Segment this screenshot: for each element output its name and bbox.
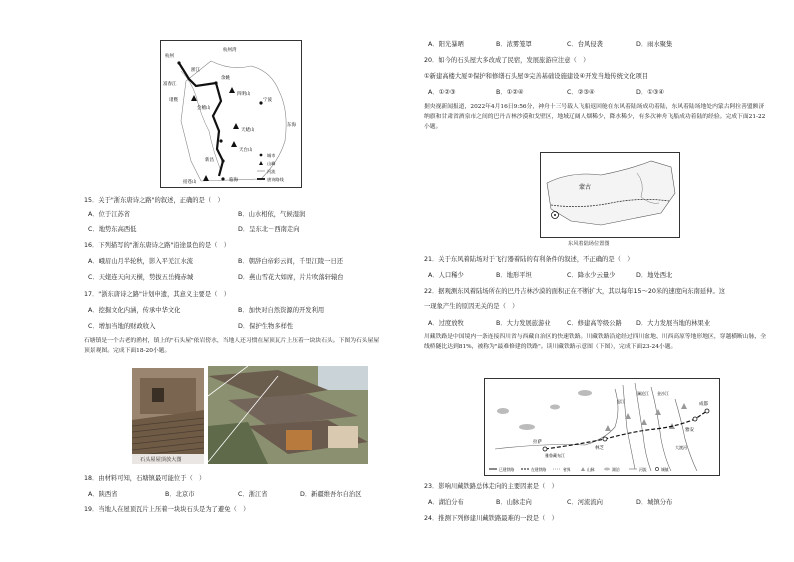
map-svg	[161, 41, 301, 187]
landing-site-intro: 据央视新闻报道，2022年4月16日9:56分，神舟十三号载人飞船返回舱在东风着陆场成功着陆，东风着陆场地处内蒙古阿拉善盟额济纳旗和甘肃省酒泉市之间的巴丹吉林沙漠和戈壁区，地域辽阔人烟稀少，降水稀少，有多次神舟飞船成功着陆的经验。完成下面21-22小题。	[424, 104, 766, 130]
q15-option-a[interactable]: A．位于江苏省	[88, 211, 131, 218]
map-label: 宁波	[263, 98, 272, 103]
photo-left-svg	[132, 368, 204, 464]
landing-site-map	[540, 152, 680, 238]
stone-house-intro: 石塘镇是一个古老的渔村，镇上的"石头屋"依岩傍水，当地人还习惯在屋顶瓦片上压着一块块石头。下图为石头屋屋顶景观图。完成下面18-20小题。	[84, 338, 380, 354]
q21-option-a[interactable]: A．人口稀少	[428, 272, 464, 279]
city-icon	[221, 177, 224, 180]
map-label: 蒙古	[579, 184, 592, 191]
legend-city-icon	[260, 154, 263, 157]
q16-option-a[interactable]: A．峨眉山月半轮秋，影入平羌江水流	[88, 258, 194, 265]
q16-option-c[interactable]: C．天姥连天向天横，势拔五岳掩赤城	[88, 274, 194, 281]
railway-map-svg	[485, 379, 719, 475]
tang-poetry-route-map	[160, 40, 302, 188]
lake	[519, 424, 535, 430]
q19-option-b[interactable]: B．浓雾笼罩	[496, 41, 532, 48]
q15-option-c[interactable]: C．地势东高西低	[88, 226, 137, 233]
q15-option-d[interactable]: D．呈东北－西南走向	[238, 226, 300, 233]
sichuan-tibet-railway-map	[484, 378, 720, 476]
city-icon	[177, 61, 180, 64]
landing-map-svg	[541, 153, 679, 237]
lake	[497, 408, 509, 414]
legend-label: 城市	[267, 153, 276, 158]
map-label: 杭州湾	[223, 48, 237, 53]
legend-label: 湖泊	[612, 467, 620, 472]
stone-house-photo-left	[132, 368, 204, 464]
q18-option-d[interactable]: D．新疆维吾尔自治区	[300, 491, 362, 498]
legend-label: 唐诗路线	[267, 177, 284, 182]
map-label: 天台山	[239, 148, 253, 153]
city-icon	[221, 159, 224, 162]
q16-stem: 16．下列描写的"浙东唐诗之路"沿途景色的是（ ）	[84, 242, 231, 249]
photo-right-svg	[208, 366, 368, 464]
legend-label: 河流	[267, 169, 276, 174]
lake	[578, 390, 592, 396]
q22-option-b[interactable]: B．大力发展旅游业	[496, 320, 551, 327]
q18-option-a[interactable]: A．陕西省	[88, 491, 118, 498]
mountain-icon	[229, 87, 235, 93]
map-label: 浙江	[191, 68, 200, 73]
mountain-icon	[231, 141, 237, 147]
q16-option-b[interactable]: B．朝辞白帝彩云间，千里江陵一日还	[238, 258, 344, 265]
q17-option-b[interactable]: B．加快对自然资源的开发利用	[238, 307, 325, 314]
city-icon	[705, 409, 709, 413]
q17-stem: 17．"浙东唐诗之路"计划申遗，其意义主要是（ ）	[84, 291, 231, 298]
q19-option-d[interactable]: D．雨水聚集	[636, 41, 673, 48]
map-label: 余姚	[221, 76, 230, 81]
map-label: 怒江	[617, 399, 625, 404]
mountain-icon	[233, 123, 239, 129]
q22-stem-cont: 一现象产生的原因无关的是（ ）	[424, 303, 519, 310]
map-label: 杭州	[165, 54, 174, 59]
legend-lake-icon	[604, 468, 610, 471]
river	[635, 383, 651, 471]
q21-option-b[interactable]: B．地形平坦	[496, 272, 532, 279]
landing-map-caption: 东风着陆场位置图	[568, 241, 610, 247]
stone-house-photo-right	[208, 366, 368, 464]
legend-label: 省界	[563, 467, 571, 472]
q21-option-c[interactable]: C．降水少云量少	[567, 272, 616, 279]
map-label: 富春江	[163, 82, 177, 87]
city-icon	[543, 447, 547, 451]
map-label: 金沙江	[657, 391, 669, 396]
map-label: 澜沧江	[637, 391, 649, 396]
map-label: 临海	[229, 178, 238, 183]
legend-label: 山脉	[587, 467, 595, 472]
q22-option-d[interactable]: D．大力发展当地的林果业	[636, 320, 711, 327]
map-label: 东海	[287, 123, 296, 128]
legend-label: 在建铁路	[531, 467, 547, 472]
map-label: 天姥山	[241, 128, 255, 133]
city-icon	[214, 81, 217, 84]
q17-option-a[interactable]: A．挖掘文化内涵，传承中华文化	[88, 307, 181, 314]
map-label: 林芝	[595, 446, 604, 451]
lake	[550, 405, 560, 410]
city-icon	[693, 417, 697, 421]
q18-stem: 18．由材料可知，石塘镇最可能位于（ ）	[84, 475, 206, 482]
map-label: 雅安	[685, 428, 694, 433]
legend-mountain-icon	[581, 467, 585, 471]
legend-mountain-icon	[259, 161, 263, 165]
q22-stem: 22．据观测东风着陆场所在的巴丹吉林沙漠的面积正在不断扩大，其以每年15～20米的速度向东南延伸。这	[424, 288, 726, 295]
railway-intro: 川藏铁路是中国境内一条连接四川省与西藏自治区的快速铁路。川藏铁路沿途经过四川盆地、川西高原等地形地区，穿越横断山脉，全线桥隧比达到81%，被称为"最难修建的铁路"。读川藏铁路示意图（下图），完成下面23-24小题。	[424, 334, 767, 350]
q17-option-d[interactable]: D．保护生物多样性	[238, 323, 294, 330]
q22-option-c[interactable]: C．修建高等级公路	[567, 320, 622, 327]
map-label: 雅鲁藏布江	[545, 453, 565, 458]
q18-option-b[interactable]: B．北京市	[165, 491, 195, 498]
q17-option-c[interactable]: C．增加当地的财政收入	[88, 323, 156, 330]
legend-label: 城镇	[661, 467, 669, 472]
legend-label: 山峰	[267, 161, 276, 166]
q20-stem: 20．如今的石头屋大多改成了民宿，发展旅游应注意（ ）	[424, 57, 590, 64]
q21-option-d[interactable]: D．地处西北	[636, 272, 673, 279]
city-icon	[603, 437, 607, 441]
q23-option-c[interactable]: C．河流流向	[567, 499, 603, 506]
q19-option-a[interactable]: A．阳光暴晒	[428, 41, 464, 48]
map-label: 拉萨	[533, 440, 542, 445]
q23-option-a[interactable]: A．湖泊分布	[428, 499, 464, 506]
q24-stem: 24．推测下列修建川藏铁路最难的一段是（ ）	[424, 515, 558, 522]
legend-town-icon	[655, 467, 658, 470]
q20-option-a[interactable]: A．①②③	[428, 89, 456, 96]
map-label: 括苍山	[183, 180, 197, 185]
q20-option-b[interactable]: B．①②④	[496, 89, 524, 96]
q23-stem: 23．影响川藏铁路总体走向的主要因素是（ ）	[424, 483, 558, 490]
river	[623, 385, 635, 469]
q16-option-d[interactable]: D．燕山雪花大如席，片片吹落轩辕台	[238, 274, 344, 281]
photo-caption: 石头屋屋顶放大图	[140, 457, 182, 463]
map-label: 四明山	[237, 92, 251, 97]
map-label: 新昌	[205, 158, 214, 163]
legend-label: 河流	[639, 467, 647, 472]
q20-option-d[interactable]: D．①③④	[636, 89, 665, 96]
q18-option-c[interactable]: C．浙江省	[238, 491, 268, 498]
map-label: 成都	[699, 402, 708, 407]
q22-option-a[interactable]: A．过度放牧	[428, 320, 464, 327]
q15-stem: 15．关于"浙东唐诗之路"的叙述，正确的是（ ）	[84, 197, 224, 204]
river	[675, 399, 697, 471]
q23-option-d[interactable]: D．城镇分布	[636, 499, 673, 506]
city-icon	[219, 139, 222, 142]
q19-option-c[interactable]: C．台风侵袭	[567, 41, 603, 48]
map-label: 大渡河	[675, 445, 687, 450]
q23-option-b[interactable]: B．山脉走向	[496, 499, 532, 506]
q19-stem: 19．当地人在屋顶瓦片上压着一块块石头是为了避免（ ）	[84, 506, 250, 513]
landing-site-dot	[554, 214, 556, 216]
legend-label: 已建铁路	[499, 467, 515, 472]
q15-option-b[interactable]: B．山水相依，气候湿润	[238, 211, 306, 218]
map-label: 会稽山	[197, 106, 211, 111]
map-label: 诸暨	[169, 98, 178, 103]
mountain-icon	[203, 175, 209, 181]
country-outline	[547, 161, 675, 225]
q20-statements: ①新建高楼大厦②保护和修缮石头屋③完善基础设施建设④开发当地传统文化项目	[424, 73, 649, 80]
q20-option-c[interactable]: C．②③④	[567, 89, 595, 96]
q21-stem: 21．关于东风着陆场对于飞行器着陆的有利条件的叙述，不正确的是（ ）	[424, 256, 634, 263]
